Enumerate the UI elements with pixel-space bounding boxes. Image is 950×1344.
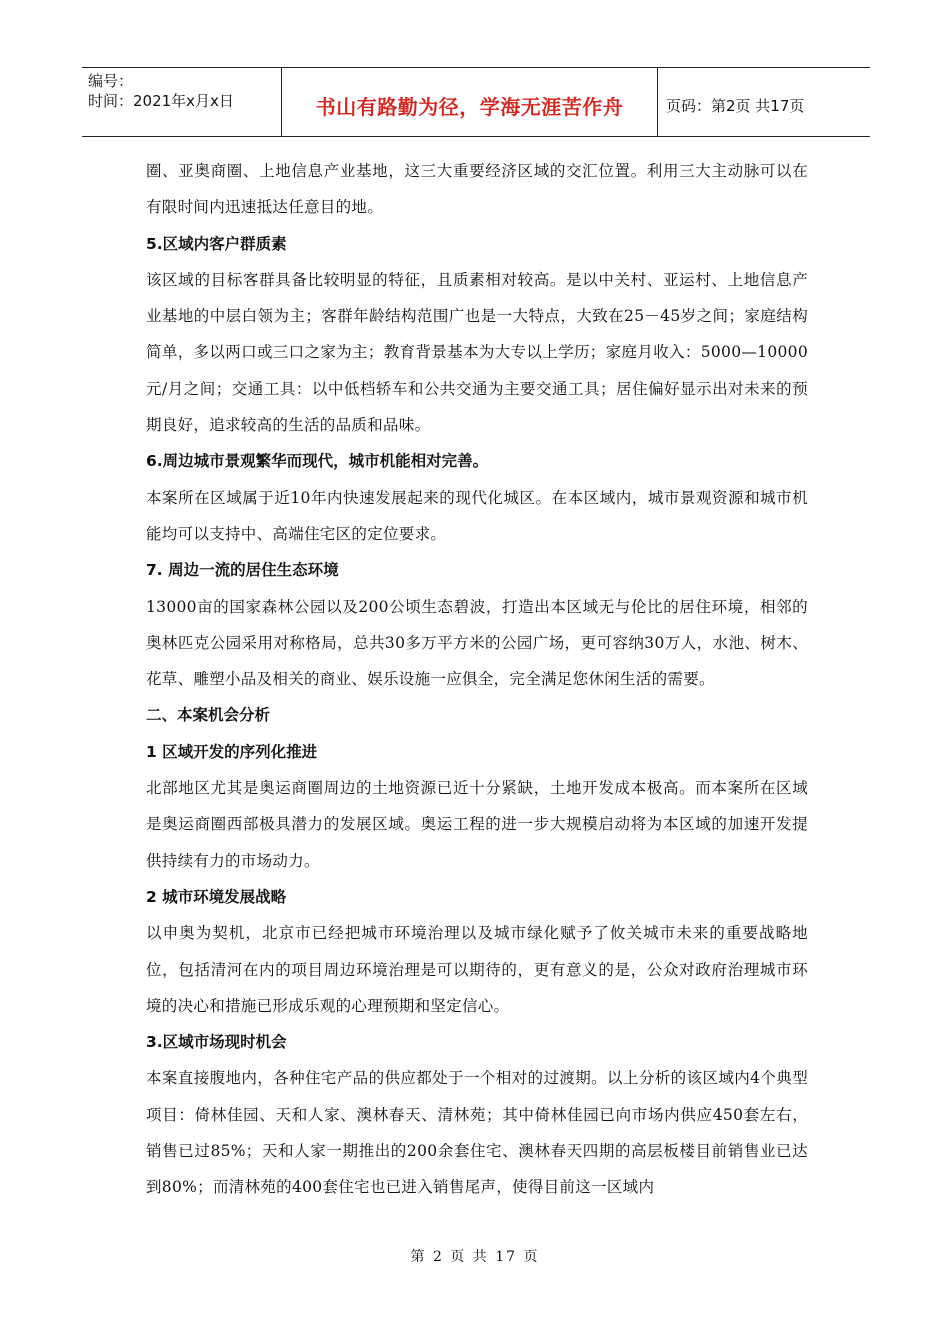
page-header [82, 67, 870, 137]
body-paragraph: 本案直接腹地内，各种住宅产品的供应都处于一个相对的过渡期。以上分析的该区域内4个典型项目：倚林佳园、天和人家、澳林春天、清林苑；其中倚林佳园已向市场内供应450套左右，销售已过85%；天和人家一期推出的200余套住宅、澳林春天四期的高层板楼目前销售业已达到80%；而清林苑的400套住宅也已进入销售尾声，使得目前这一区域内 [146, 1069, 808, 1197]
document-number-label: 编号： [88, 72, 134, 90]
page-footer: 第 2 页 共 17 页 [410, 1249, 540, 1265]
chapter-heading: 二、本案机会分析 [146, 706, 271, 725]
document-date: 时间：2021年x月x日 [88, 92, 234, 110]
section-heading: 6.周边城市景观繁华而现代，城市机能相对完善。 [146, 452, 489, 471]
header-motto-cell [282, 68, 658, 136]
body-paragraph: 本案所在区域属于近10年内快速发展起来的现代化城区。在本区域内，城市景观资源和城市机能均可以支持中、高端住宅区的定位要求。 [146, 488, 808, 543]
section-heading: 2 城市环境发展战略 [146, 887, 287, 906]
body-paragraph: 圈、亚奥商圈、上地信息产业基地，这三大重要经济区域的交汇位置。利用三大主动脉可以在有限时间内迅速抵达任意目的地。 [146, 162, 808, 217]
header-motto: 书山有路勤为径，学海无涯苦作舟 [315, 94, 624, 119]
body-paragraph: 13000亩的国家森林公园以及200公顷生态碧波，打造出本区域无与伦比的居住环境，相邻的奥林匹克公园采用对称格局，总共30多万平方米的公园广场，更可容纳30万人，水池、树木、花草、雕塑小品及相关的商业、娱乐设施一应俱全，完全满足您休闲生活的需要。 [146, 597, 808, 689]
body-paragraph: 北部地区尤其是奥运商圈周边的土地资源已近十分紧缺，土地开发成本极高。而本案所在区域是奥运商圈西部极具潜力的发展区域。奥运工程的进一步大规模启动将为本区域的加速开发提供持续有力的市场动力。 [146, 779, 808, 870]
section-heading: 7. 周边一流的居住生态环境 [146, 561, 339, 580]
document-body [146, 153, 808, 1206]
header-meta [82, 68, 282, 136]
section-heading: 1 区域开发的序列化推进 [146, 742, 318, 761]
section-heading: 3.区域市场现时机会 [146, 1033, 287, 1052]
section-heading: 5.区域内客户群质素 [146, 234, 287, 253]
header-page-info: 页码：第2页 共17页 [666, 96, 805, 115]
body-paragraph: 以申奥为契机，北京市已经把城市环境治理以及城市绿化赋予了攸关城市未来的重要战略地位，包括清河在内的项目周边环境治理是可以期待的，更有意义的是，公众对政府治理城市环境的决心和措施已形成乐观的心理预期和坚定信心。 [146, 924, 808, 1015]
body-paragraph: 该区域的目标客群具备比较明显的特征，且质素相对较高。是以中关村、亚运村、上地信息产业基地的中层白领为主；客群年龄结构范围广也是一大特点，大致在25－45岁之间；家庭结构简单，多以两口或三口之家为主；教育背景基本为大专以上学历；家庭月收入：5000—10000元/月之间；交通工具：以中低档轿车和公共交通为主要交通工具；居住偏好显示出对未来的预期良好，追求较高的生活的品质和品味。 [146, 270, 808, 435]
header-page-info-cell [658, 68, 870, 136]
